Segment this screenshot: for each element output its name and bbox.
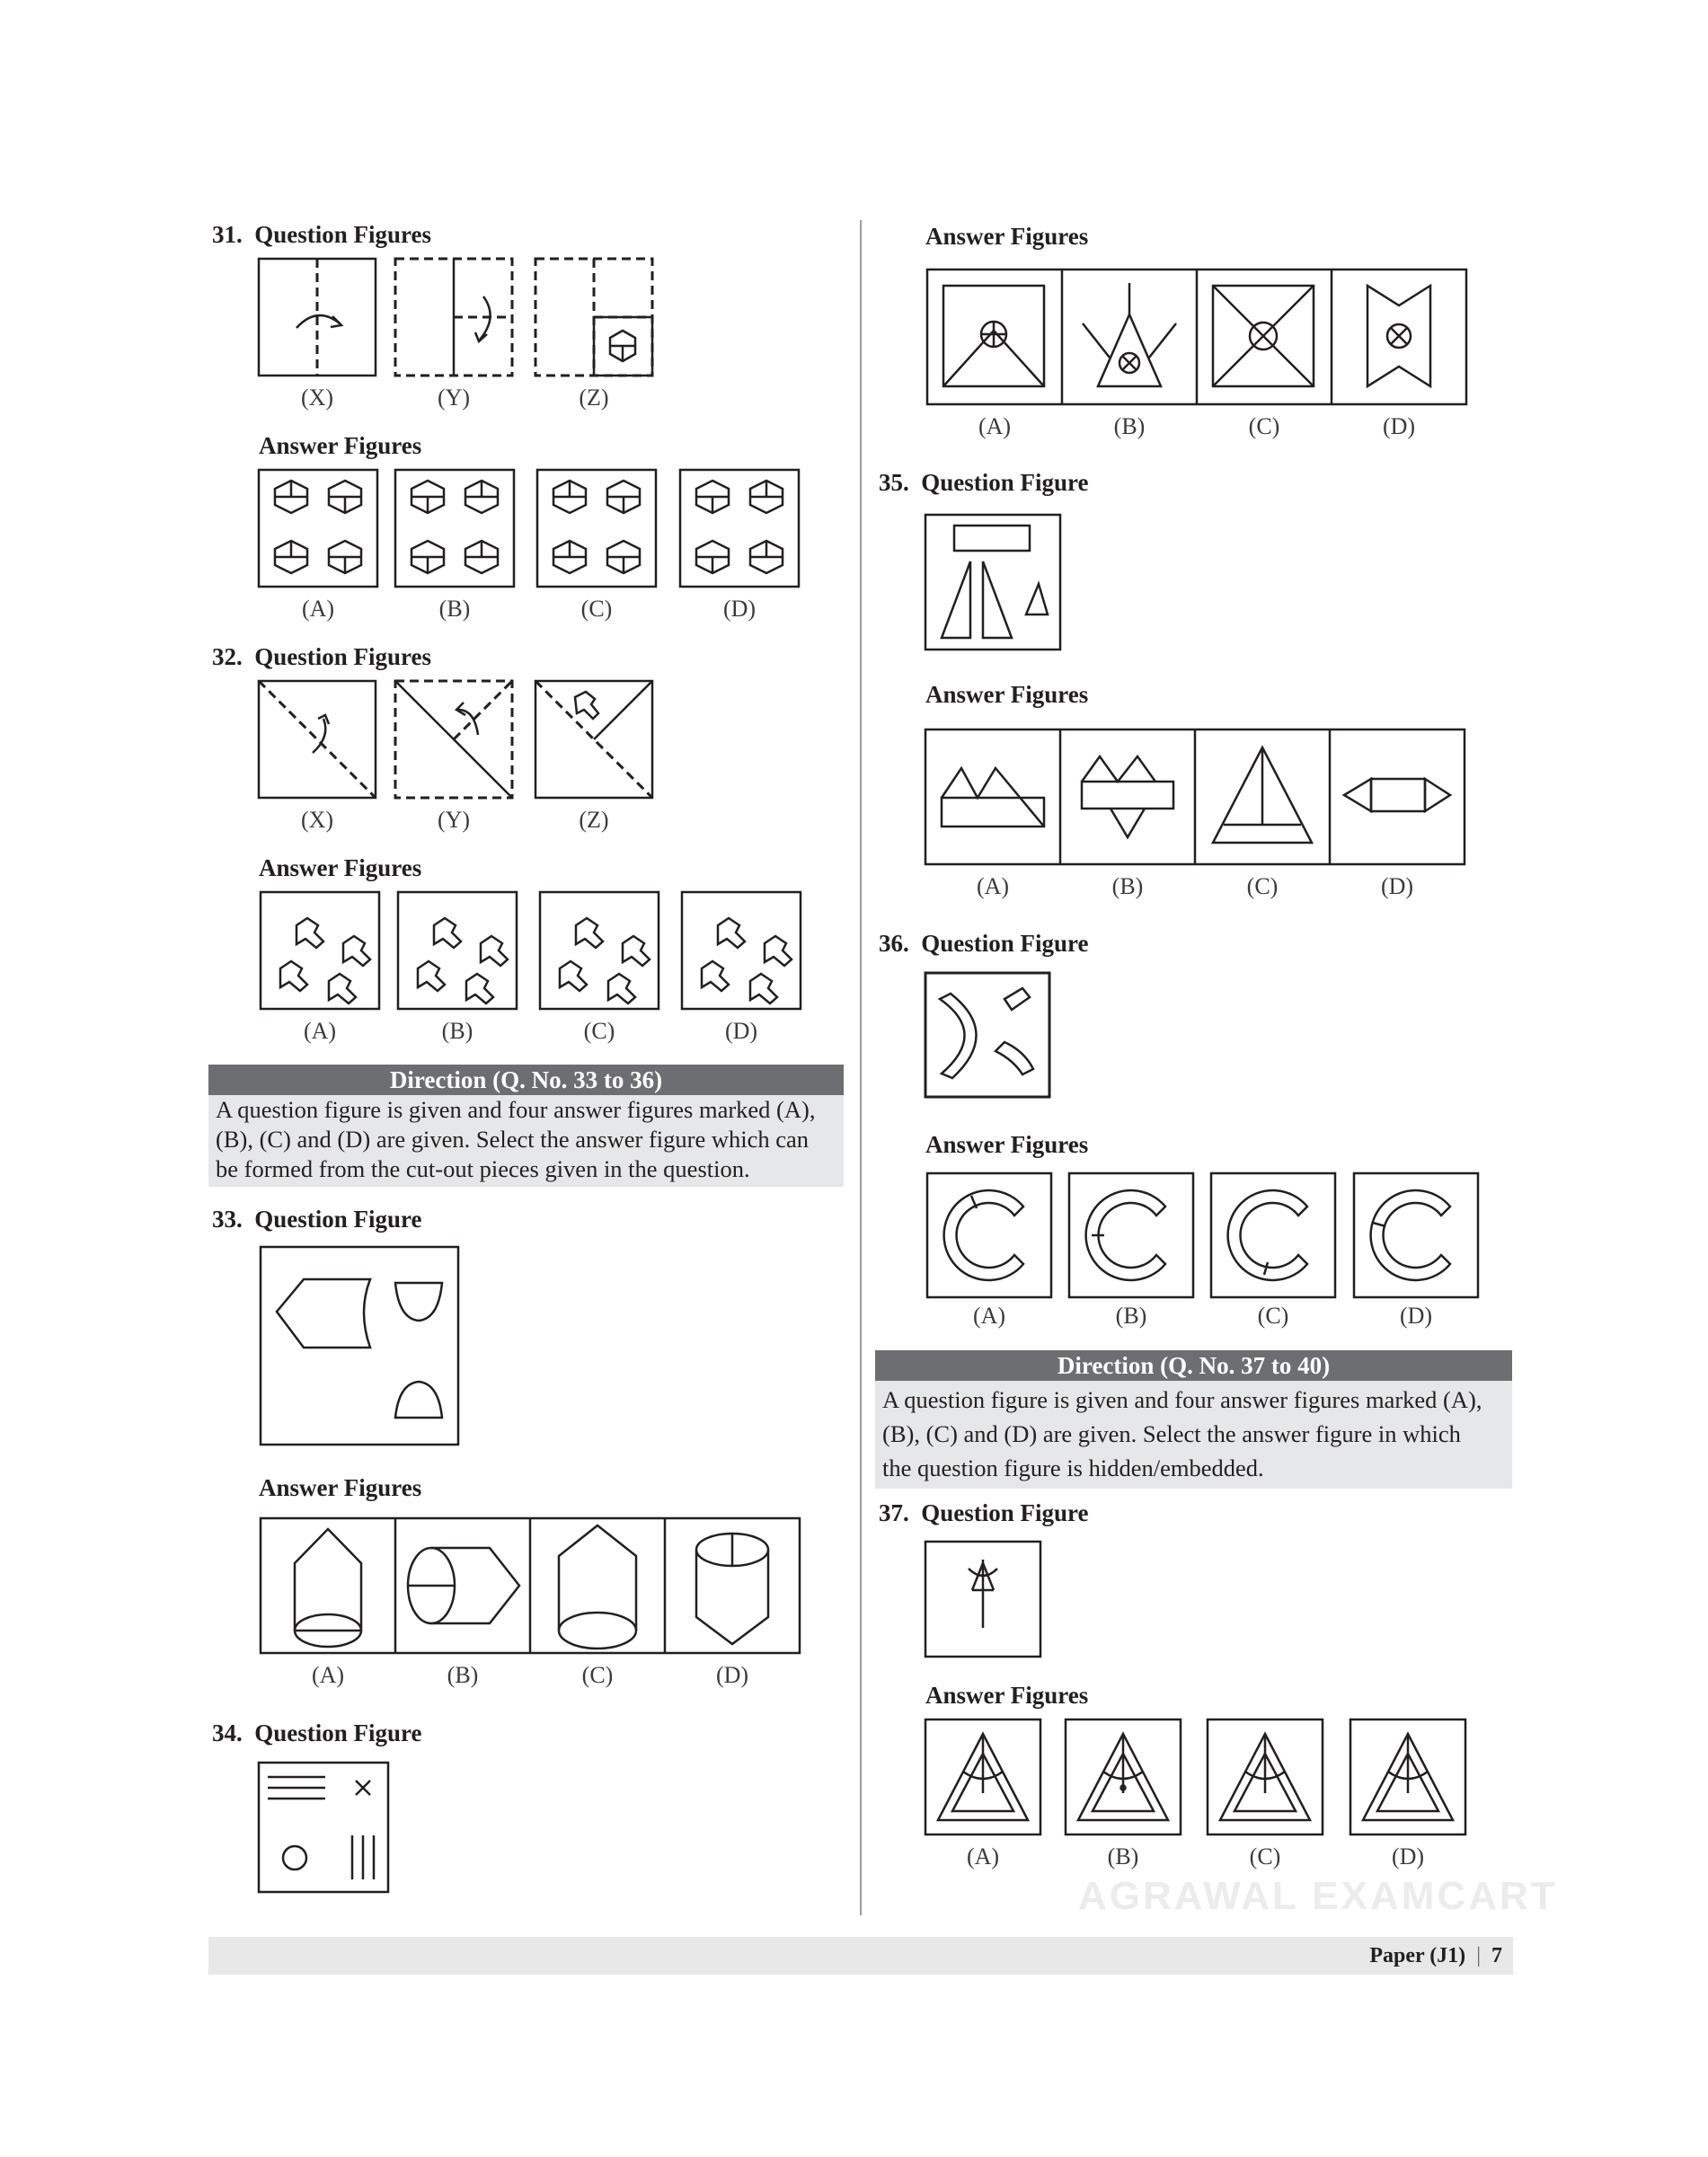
q35-option-a[interactable]: (A) — [976, 873, 1010, 899]
q31-label-z: (Z) — [579, 385, 609, 411]
q34-option-c[interactable]: (C) — [1248, 413, 1280, 439]
q35-option-d[interactable]: (D) — [1380, 873, 1414, 899]
q32-answer-figures-label: Answer Figures — [259, 854, 422, 881]
q34-option-d[interactable]: (D) — [1382, 413, 1416, 439]
direction-33-36-title: Direction (Q. No. 33 to 36) — [208, 1065, 844, 1095]
q33-option-c[interactable]: (C) — [581, 1662, 614, 1688]
q34-option-a[interactable]: (A) — [978, 413, 1012, 439]
q32-label-y: (Y) — [437, 807, 471, 833]
q37-header: 37. Question Figure — [879, 1499, 1089, 1526]
footer-page-number: 7 — [1491, 1944, 1502, 1967]
q35-answer-figures-label: Answer Figures — [925, 681, 1089, 708]
q32-label-x: (X) — [300, 807, 334, 833]
q31-option-d[interactable]: (D) — [722, 596, 757, 622]
q34-header: 34. Question Figure — [212, 1719, 422, 1746]
direction-33-36-text: A question figure is given and four answer figures marked (A), (B), (C) and (D) are given. Select the answer figure which can be formed from the cut-out pieces given in the question. — [208, 1095, 844, 1187]
q31-label-x: (X) — [300, 385, 334, 411]
footer-paper: Paper (J1) — [1369, 1944, 1466, 1967]
q37-option-b[interactable]: (B) — [1107, 1843, 1139, 1870]
q32-option-a[interactable]: (A) — [303, 1018, 337, 1044]
q31-option-b[interactable]: (B) — [438, 596, 471, 622]
q36-option-a[interactable]: (A) — [972, 1303, 1006, 1329]
q32-option-c[interactable]: (C) — [583, 1018, 615, 1044]
q36-option-b[interactable]: (B) — [1115, 1303, 1147, 1329]
q31-header: 31. Question Figures — [212, 221, 432, 248]
q36-answer-figures-label: Answer Figures — [925, 1131, 1089, 1158]
q36-option-d[interactable]: (D) — [1399, 1303, 1433, 1329]
page-footer — [208, 1937, 1513, 1975]
q35-option-b[interactable]: (B) — [1111, 873, 1144, 899]
footer-separator: | — [1476, 1944, 1481, 1967]
q35-header: 35. Question Figure — [879, 469, 1089, 496]
q33-option-d[interactable]: (D) — [715, 1662, 749, 1688]
q37-answer-figures-label: Answer Figures — [925, 1682, 1089, 1709]
q34-option-b[interactable]: (B) — [1113, 413, 1146, 439]
q32-header: 32. Question Figures — [212, 643, 432, 670]
q31-answer-figures-label: Answer Figures — [259, 432, 422, 459]
watermark-logo: AGRAWAL EXAMCART — [1078, 1874, 1558, 1918]
q31-label-y: (Y) — [437, 385, 471, 411]
q31-option-c[interactable]: (C) — [580, 596, 613, 622]
q35-option-c[interactable]: (C) — [1246, 873, 1279, 899]
q32-option-d[interactable]: (D) — [724, 1018, 758, 1044]
q33-option-a[interactable]: (A) — [311, 1662, 345, 1688]
q37-option-d[interactable]: (D) — [1391, 1843, 1425, 1870]
q33-answer-figures-label: Answer Figures — [259, 1474, 422, 1501]
q33-header: 33. Question Figure — [212, 1206, 422, 1233]
q31-option-a[interactable]: (A) — [301, 596, 335, 622]
q36-option-c[interactable]: (C) — [1257, 1303, 1289, 1329]
q32-label-z: (Z) — [579, 807, 609, 833]
q33-option-b[interactable]: (B) — [447, 1662, 479, 1688]
q37-option-c[interactable]: (C) — [1249, 1843, 1281, 1870]
q34-answer-figures-label: Answer Figures — [925, 223, 1089, 250]
direction-37-40-title: Direction (Q. No. 37 to 40) — [875, 1350, 1512, 1381]
q36-header: 36. Question Figure — [879, 930, 1089, 957]
q32-option-b[interactable]: (B) — [441, 1018, 473, 1044]
q37-option-a[interactable]: (A) — [966, 1843, 1000, 1870]
direction-37-40-text: A question figure is given and four answer figures marked (A), (B), (C) and (D) are given. Select the answer figure in which the question figure is hidden/embedded. — [875, 1381, 1512, 1489]
